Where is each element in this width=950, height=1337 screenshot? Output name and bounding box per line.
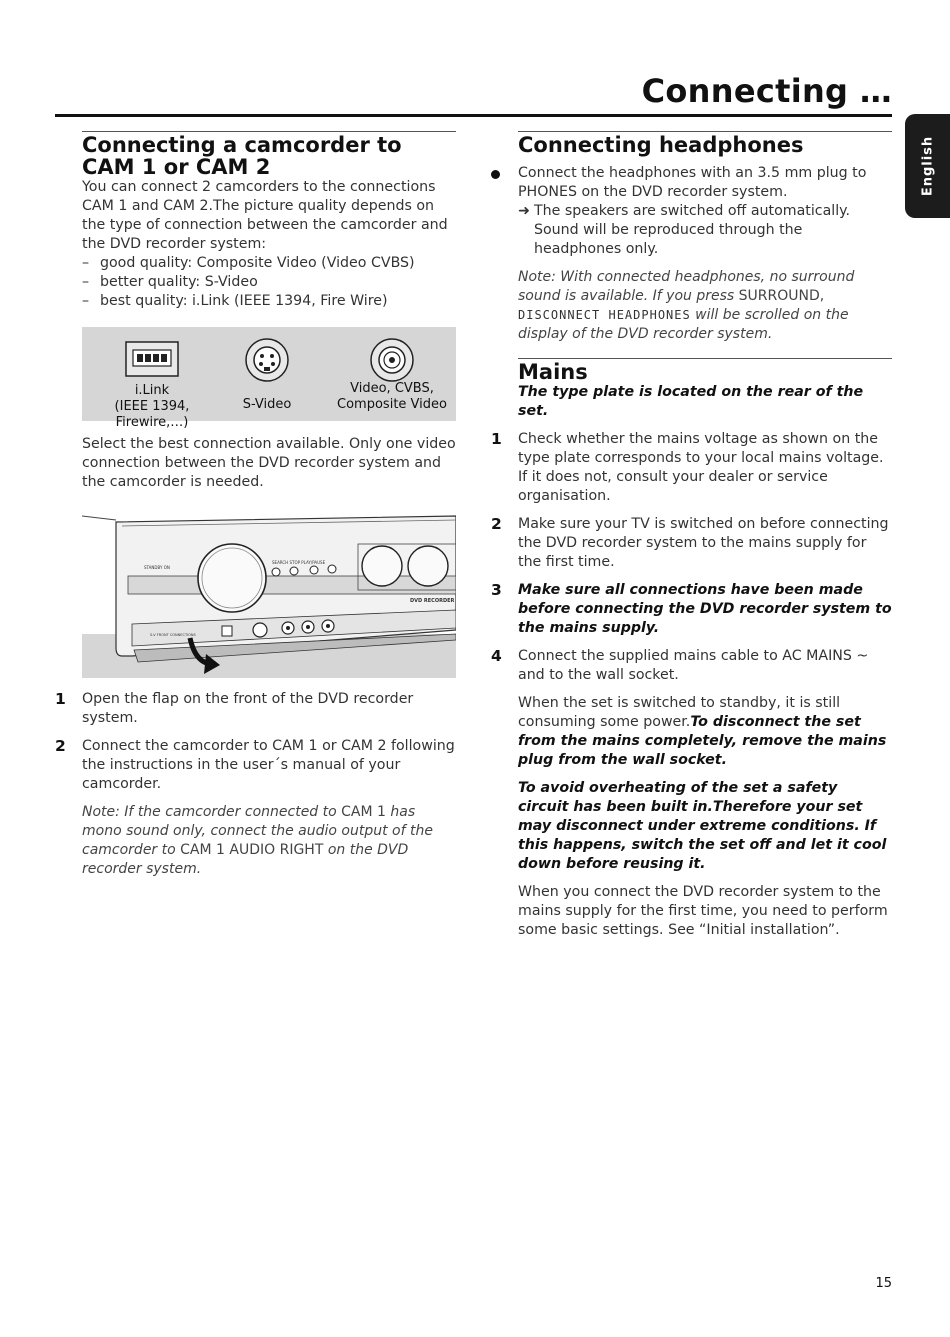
headphones-note (518, 268, 892, 344)
note-part: on the DVD recorder system. (82, 842, 409, 877)
step-number: 2 (491, 515, 502, 533)
headphones-heading: Connecting headphones (518, 133, 804, 157)
standby-label: STANDBY ON (144, 565, 170, 570)
mains-step (491, 515, 892, 572)
language-tab-label: English (920, 135, 935, 197)
step-text: Make sure your TV is switched on before connecting the DVD recorder system to the mains supply for the first time. (518, 516, 889, 570)
camcorder-heading-line1: Connecting a camcorder to (82, 133, 402, 157)
note-part: will be scrolled on the display of the DVD recorder system. (518, 307, 849, 342)
language-tab (905, 114, 950, 218)
title-rule (55, 114, 892, 117)
note-part: SURROUND, (738, 288, 825, 304)
camcorder-intro: You can connect 2 camcorders to the connections CAM 1 and CAM 2.The picture quality depends on the type of connection between the camcorder and the DVD recorder system: (82, 179, 448, 252)
first-time-text: When you connect the DVD recorder system to the mains supply for the first time, you need to perform some basic settings. See “Initial installation”. (518, 884, 888, 938)
overheat-warning: To avoid overheating of the set a safety circuit has been built in.Therefore your set may disconnect under extreme conditions. If this happens, switch the set off and let it cool down before reusing it. (518, 780, 887, 872)
step-text: Open the flap on the front of the DVD recorder system. (82, 691, 414, 726)
camcorder-heading (82, 134, 456, 178)
connector-panel (82, 327, 456, 430)
quality-item: – good quality: Composite Video (Video CVBS) (82, 254, 456, 273)
lcd-text: DISCONNECT HEADPHONES (518, 308, 691, 322)
step-number: 4 (491, 647, 502, 665)
step-item (55, 737, 456, 794)
front-connections-label: S-V FRONT CONNECTIONS (150, 633, 196, 637)
mains-step (491, 430, 892, 506)
note-part: has mono sound only, connect the audio output of the camcorder to (82, 804, 433, 858)
step-text: Check whether the mains voltage as shown on the type plate corresponds to your local mains voltage. If it does not, consult your dealer or service organisation. (518, 431, 884, 504)
step-text: Make sure all connections have been made before connecting the DVD recorder system to the mains supply. (518, 582, 892, 636)
quality-item: – best quality: i.Link (IEEE 1394, Fire Wire) (82, 292, 456, 311)
step-text: Connect the supplied mains cable to AC MAINS ~ and to the wall socket. (518, 648, 869, 683)
step-number: 2 (55, 737, 66, 755)
video-connector (332, 337, 452, 413)
standby-plain: When the set is switched to standby, it is still consuming some power. (518, 695, 841, 730)
ilink-connector (82, 341, 222, 431)
note-part: Note: If the camcorder connected to (82, 804, 342, 820)
step-number: 3 (491, 581, 502, 599)
note-part: CAM 1 AUDIO RIGHT (180, 842, 324, 858)
rca-port-icon (369, 337, 415, 383)
page-number: 15 (875, 1276, 892, 1291)
arrow-icon: ➜ (518, 203, 530, 219)
section-rule (82, 131, 456, 132)
video-label-1: Video, CVBS, (350, 381, 434, 396)
mains-step (491, 581, 892, 638)
quality-item: – better quality: S-Video (82, 273, 456, 292)
page-title: Connecting … (641, 72, 892, 110)
camcorder-note (82, 803, 456, 879)
headphones-bullet (518, 164, 892, 259)
headphones-result-text: The speakers are switched off automatically. Sound will be reproduced through the headphones only. (534, 203, 851, 257)
svideo-connector (232, 337, 302, 413)
note-part: CAM 1 (341, 804, 386, 820)
ilink-label-2: (IEEE 1394, Firewire,…) (114, 399, 190, 430)
standby-warning: To disconnect the set from the mains completely, remove the mains plug from the wall socket. (518, 714, 887, 768)
step-text: Connect the camcorder to CAM 1 or CAM 2 following the instructions in the user´s manual of your camcorder. (82, 738, 455, 792)
select-connection-text: Select the best connection available. Only one video connection between the DVD recorder system and the camcorder is needed. (82, 436, 456, 490)
video-label-2: Composite Video (337, 397, 447, 412)
svideo-port-icon (244, 337, 290, 383)
step-number: 1 (55, 690, 66, 708)
ilink-port-icon (125, 341, 179, 377)
dvd-recorder-illustration (82, 514, 456, 678)
brand-label: DVD RECORDER (410, 598, 455, 604)
section-rule (518, 358, 892, 359)
dvd-recorder-front-icon (82, 514, 456, 678)
headphones-result (518, 202, 892, 259)
section-rule (518, 131, 892, 132)
step-item (55, 690, 456, 728)
mains-heading: Mains (518, 360, 588, 384)
camcorder-heading-line2: CAM 1 or CAM 2 (82, 155, 271, 179)
standby-text (518, 694, 892, 770)
left-column (55, 131, 456, 879)
right-column (491, 131, 892, 940)
svideo-label: S-Video (242, 397, 292, 412)
ilink-label-1: i.Link (134, 383, 170, 398)
mains-subtitle: The type plate is located on the rear of the set. (518, 384, 864, 419)
step-number: 1 (491, 430, 502, 448)
mains-step (491, 647, 892, 685)
headphones-bullet-text: Connect the headphones with an 3.5 mm plug to PHONES on the DVD recorder system. (518, 165, 867, 200)
note-part: Note: With connected headphones, no surround sound is available. If you press (518, 269, 855, 304)
front-buttons-label: SEARCH STOP PLAY/PAUSE (272, 560, 326, 565)
